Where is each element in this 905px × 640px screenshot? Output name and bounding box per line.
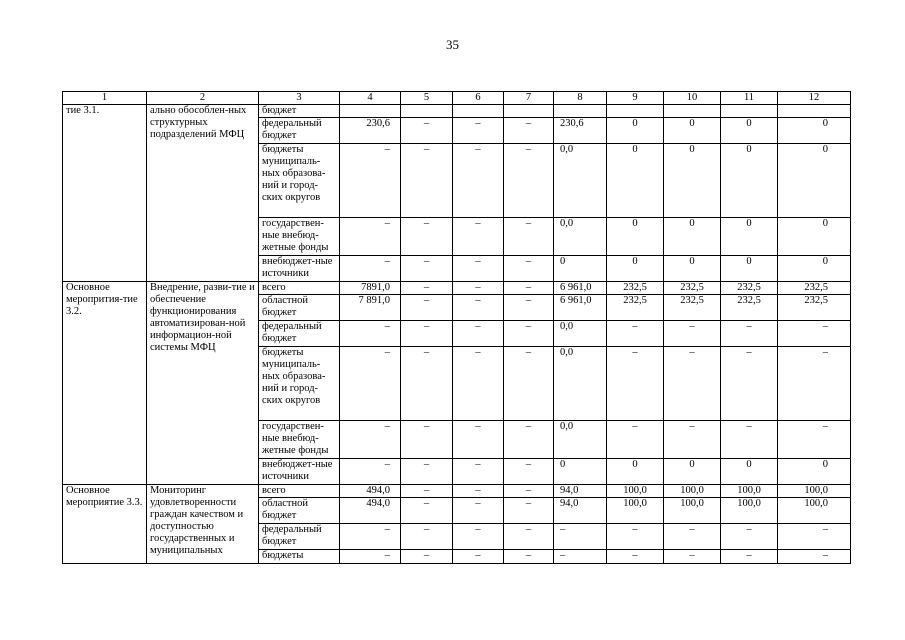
column-header: 9 bbox=[607, 92, 664, 105]
value-cell bbox=[721, 105, 778, 118]
value-cell: – bbox=[453, 218, 504, 256]
value-cell: 0,0 bbox=[554, 144, 607, 218]
value-cell: 0 bbox=[778, 144, 851, 218]
value-cell: 6 961,0 bbox=[554, 282, 607, 295]
value-cell: 0 bbox=[607, 144, 664, 218]
funding-source: внебюджет-ные источники bbox=[259, 459, 340, 485]
value-cell: 0,0 bbox=[554, 321, 607, 347]
value-cell: – bbox=[554, 550, 607, 564]
value-cell: – bbox=[504, 421, 554, 459]
value-cell bbox=[607, 105, 664, 118]
value-cell: 494,0 bbox=[340, 485, 401, 498]
value-cell: – bbox=[664, 321, 721, 347]
value-cell: 0 bbox=[607, 256, 664, 282]
measure-name: ально обособлен-ных структурных подразделений МФЦ bbox=[147, 105, 259, 282]
measure-id: тие 3.1. bbox=[63, 105, 147, 282]
column-header: 6 bbox=[453, 92, 504, 105]
value-cell: 0 bbox=[778, 256, 851, 282]
value-cell: – bbox=[340, 550, 401, 564]
value-cell: 7891,0 bbox=[340, 282, 401, 295]
funding-source: федеральный бюджет bbox=[259, 118, 340, 144]
funding-source: бюджеты bbox=[259, 550, 340, 564]
value-cell: 94,0 bbox=[554, 498, 607, 524]
value-cell: – bbox=[778, 347, 851, 421]
value-cell: 100,0 bbox=[778, 498, 851, 524]
value-cell: 94,0 bbox=[554, 485, 607, 498]
value-cell: – bbox=[453, 421, 504, 459]
funding-source: федеральный бюджет bbox=[259, 524, 340, 550]
value-cell: 0 bbox=[721, 218, 778, 256]
page-number: 35 bbox=[446, 37, 459, 52]
value-cell: – bbox=[504, 256, 554, 282]
value-cell: 0 bbox=[721, 459, 778, 485]
value-cell: 232,5 bbox=[664, 295, 721, 321]
table-row bbox=[63, 105, 851, 118]
value-cell: – bbox=[778, 321, 851, 347]
column-header: 8 bbox=[554, 92, 607, 105]
value-cell bbox=[664, 105, 721, 118]
value-cell: – bbox=[664, 524, 721, 550]
column-header: 3 bbox=[259, 92, 340, 105]
value-cell: – bbox=[607, 524, 664, 550]
value-cell: – bbox=[453, 524, 504, 550]
value-cell: – bbox=[340, 218, 401, 256]
column-header: 5 bbox=[401, 92, 453, 105]
value-cell: – bbox=[721, 524, 778, 550]
value-cell: – bbox=[504, 144, 554, 218]
value-cell: – bbox=[401, 421, 453, 459]
funding-source: внебюджет-ные источники bbox=[259, 256, 340, 282]
value-cell: – bbox=[664, 347, 721, 421]
value-cell: – bbox=[554, 524, 607, 550]
value-cell: 232,5 bbox=[607, 295, 664, 321]
value-cell bbox=[340, 105, 401, 118]
value-cell: 100,0 bbox=[664, 498, 721, 524]
value-cell: 100,0 bbox=[721, 498, 778, 524]
value-cell: – bbox=[504, 550, 554, 564]
value-cell bbox=[778, 105, 851, 118]
value-cell: – bbox=[453, 498, 504, 524]
value-cell: – bbox=[721, 550, 778, 564]
value-cell: – bbox=[504, 321, 554, 347]
column-header: 2 bbox=[147, 92, 259, 105]
value-cell: – bbox=[453, 459, 504, 485]
value-cell: 0 bbox=[664, 144, 721, 218]
value-cell: – bbox=[401, 295, 453, 321]
value-cell: – bbox=[340, 144, 401, 218]
value-cell: – bbox=[504, 347, 554, 421]
value-cell: – bbox=[504, 118, 554, 144]
funding-source: федеральный бюджет bbox=[259, 321, 340, 347]
value-cell bbox=[504, 105, 554, 118]
value-cell: – bbox=[453, 347, 504, 421]
value-cell: – bbox=[504, 485, 554, 498]
measure-name: Мониторинг удовлетворенности граждан качеством и доступностью государственных и муниципальных bbox=[147, 485, 259, 564]
measure-id: Основное меропрития-тие 3.2. bbox=[63, 282, 147, 485]
value-cell: – bbox=[401, 524, 453, 550]
column-header: 10 bbox=[664, 92, 721, 105]
value-cell: – bbox=[721, 321, 778, 347]
funding-source: государствен-ные внебюд-жетные фонды bbox=[259, 218, 340, 256]
value-cell: 100,0 bbox=[721, 485, 778, 498]
value-cell bbox=[401, 105, 453, 118]
value-cell: – bbox=[607, 421, 664, 459]
value-cell: 100,0 bbox=[778, 485, 851, 498]
column-header: 1 bbox=[63, 92, 147, 105]
value-cell: – bbox=[340, 321, 401, 347]
value-cell: 230,6 bbox=[340, 118, 401, 144]
value-cell: – bbox=[504, 282, 554, 295]
value-cell: – bbox=[453, 485, 504, 498]
value-cell: 0,0 bbox=[554, 421, 607, 459]
value-cell: 0 bbox=[554, 256, 607, 282]
value-cell: – bbox=[453, 144, 504, 218]
value-cell: 232,5 bbox=[721, 295, 778, 321]
value-cell: – bbox=[340, 347, 401, 421]
value-cell: – bbox=[504, 498, 554, 524]
value-cell: 100,0 bbox=[607, 485, 664, 498]
column-header: 7 bbox=[504, 92, 554, 105]
value-cell: 230,6 bbox=[554, 118, 607, 144]
funding-source: областной бюджет bbox=[259, 498, 340, 524]
value-cell: 7 891,0 bbox=[340, 295, 401, 321]
value-cell: 0,0 bbox=[554, 347, 607, 421]
value-cell: 100,0 bbox=[664, 485, 721, 498]
value-cell: 0 bbox=[778, 459, 851, 485]
header-row bbox=[63, 92, 851, 105]
value-cell: 0 bbox=[607, 459, 664, 485]
value-cell: – bbox=[453, 295, 504, 321]
value-cell: 0 bbox=[778, 218, 851, 256]
value-cell: – bbox=[340, 421, 401, 459]
value-cell: 0 bbox=[721, 118, 778, 144]
value-cell: – bbox=[340, 524, 401, 550]
measure-id: Основное мероприятие 3.3. bbox=[63, 485, 147, 564]
value-cell: – bbox=[453, 282, 504, 295]
funding-source: бюджеты муниципаль-ных образова-ний и город-ских округов bbox=[259, 144, 340, 218]
value-cell: – bbox=[401, 144, 453, 218]
funding-source: бюджеты муниципаль-ных образова-ний и город-ских округов bbox=[259, 347, 340, 421]
value-cell: – bbox=[401, 347, 453, 421]
value-cell: – bbox=[504, 459, 554, 485]
value-cell: – bbox=[504, 218, 554, 256]
value-cell bbox=[453, 105, 504, 118]
value-cell: – bbox=[607, 550, 664, 564]
value-cell: 0 bbox=[721, 256, 778, 282]
value-cell: 0 bbox=[664, 218, 721, 256]
funding-source: государствен-ные внебюд-жетные фонды bbox=[259, 421, 340, 459]
value-cell: – bbox=[401, 485, 453, 498]
value-cell: – bbox=[340, 459, 401, 485]
value-cell: 232,5 bbox=[664, 282, 721, 295]
value-cell: – bbox=[778, 421, 851, 459]
value-cell: – bbox=[401, 321, 453, 347]
budget-table bbox=[62, 91, 851, 564]
value-cell: – bbox=[453, 321, 504, 347]
column-header: 11 bbox=[721, 92, 778, 105]
value-cell: 0 bbox=[778, 118, 851, 144]
value-cell: 0 bbox=[607, 118, 664, 144]
value-cell: – bbox=[453, 550, 504, 564]
value-cell: 100,0 bbox=[607, 498, 664, 524]
funding-source: областной бюджет bbox=[259, 295, 340, 321]
funding-source: всего bbox=[259, 485, 340, 498]
value-cell: – bbox=[778, 524, 851, 550]
value-cell: 232,5 bbox=[778, 282, 851, 295]
value-cell: 0 bbox=[554, 459, 607, 485]
value-cell: – bbox=[401, 459, 453, 485]
value-cell: – bbox=[401, 218, 453, 256]
column-header: 4 bbox=[340, 92, 401, 105]
funding-source: бюджет bbox=[259, 105, 340, 118]
value-cell: – bbox=[607, 321, 664, 347]
value-cell: 494,0 bbox=[340, 498, 401, 524]
value-cell: – bbox=[504, 524, 554, 550]
value-cell: 0 bbox=[664, 459, 721, 485]
table-row bbox=[63, 485, 851, 498]
value-cell: – bbox=[401, 550, 453, 564]
value-cell: 0 bbox=[721, 144, 778, 218]
value-cell: 232,5 bbox=[721, 282, 778, 295]
value-cell: – bbox=[401, 118, 453, 144]
value-cell: – bbox=[607, 347, 664, 421]
value-cell: 0,0 bbox=[554, 218, 607, 256]
value-cell bbox=[554, 105, 607, 118]
value-cell: – bbox=[401, 256, 453, 282]
value-cell: 6 961,0 bbox=[554, 295, 607, 321]
value-cell: – bbox=[664, 421, 721, 459]
table-row bbox=[63, 282, 851, 295]
value-cell: 0 bbox=[607, 218, 664, 256]
column-header: 12 bbox=[778, 92, 851, 105]
value-cell: – bbox=[453, 118, 504, 144]
value-cell: – bbox=[401, 282, 453, 295]
value-cell: – bbox=[778, 550, 851, 564]
value-cell: 0 bbox=[664, 256, 721, 282]
value-cell: – bbox=[721, 347, 778, 421]
value-cell: – bbox=[664, 550, 721, 564]
value-cell: – bbox=[504, 295, 554, 321]
funding-source: всего bbox=[259, 282, 340, 295]
value-cell: 0 bbox=[664, 118, 721, 144]
value-cell: 232,5 bbox=[607, 282, 664, 295]
measure-name: Внедрение, разви-тие и обеспечение функционирования автоматизирован-ной информацион-ной системы МФЦ bbox=[147, 282, 259, 485]
value-cell: – bbox=[340, 256, 401, 282]
value-cell: – bbox=[721, 421, 778, 459]
value-cell: – bbox=[401, 498, 453, 524]
value-cell: 232,5 bbox=[778, 295, 851, 321]
value-cell: – bbox=[453, 256, 504, 282]
